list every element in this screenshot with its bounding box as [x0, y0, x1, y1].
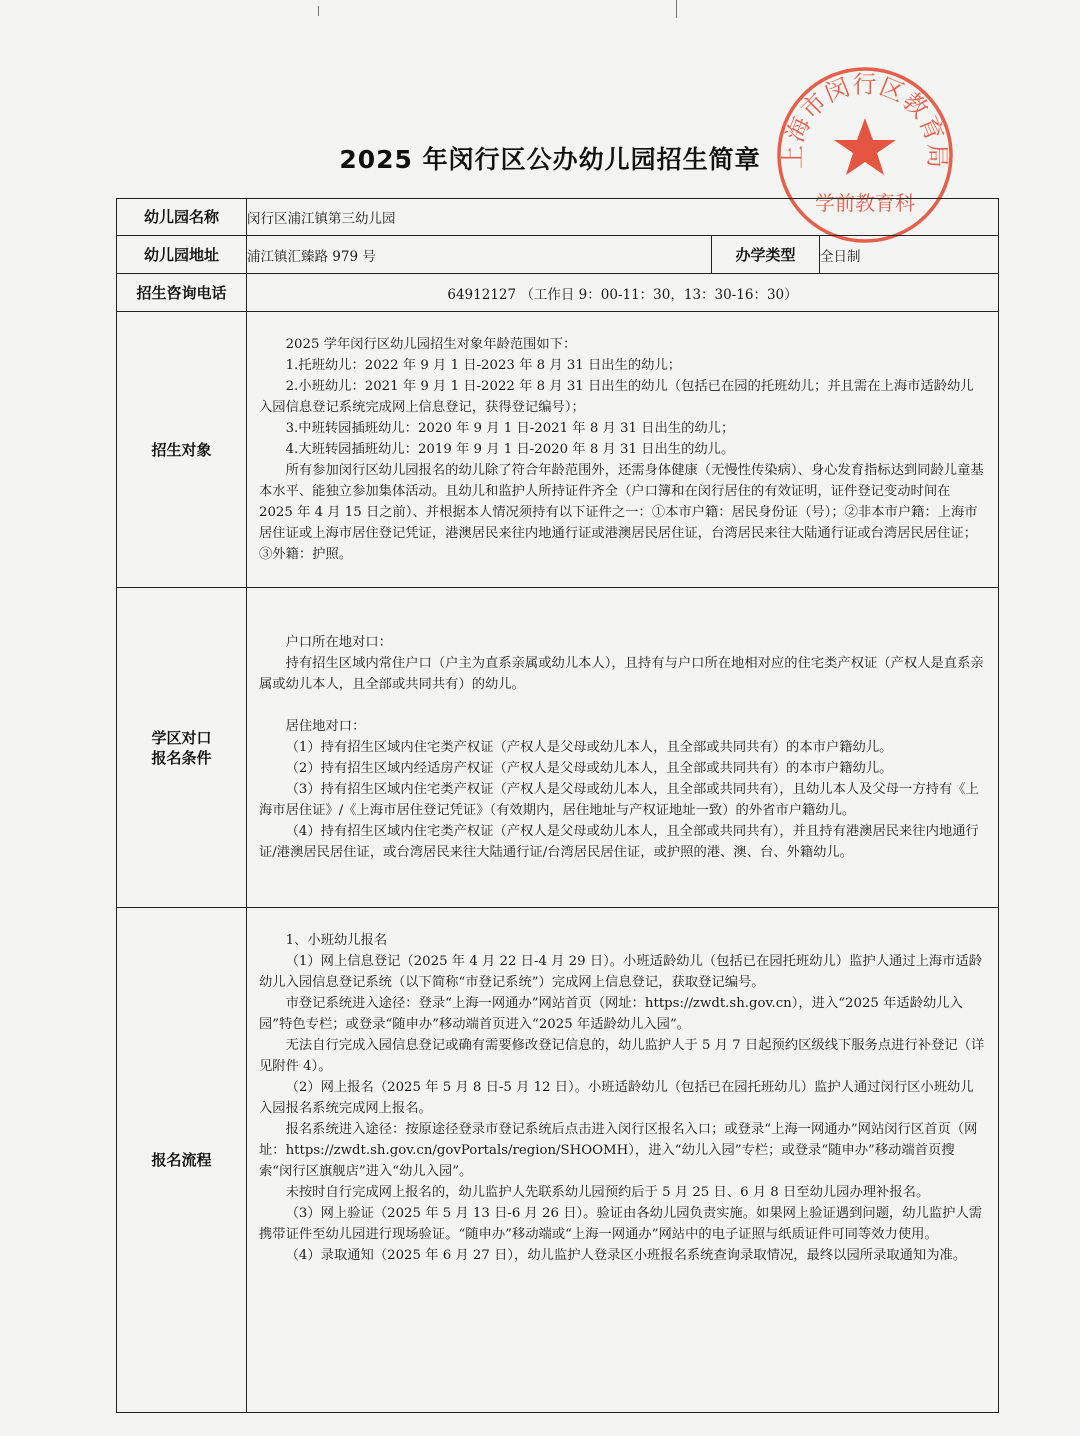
process-heading: 1、小班幼儿报名 [285, 933, 388, 948]
value-enrollment-target [247, 312, 999, 588]
value-kindergarten-address: 浦江镇汇臻路 979 号 [247, 236, 712, 274]
enrollment-table [116, 198, 999, 1413]
target-line: 2025 学年闵行区幼儿园招生对象年龄范围如下： [285, 337, 577, 352]
hukou-heading: 户口所在地对口： [285, 635, 392, 650]
process-line: 未按时自行完成网上报名的，幼儿监护人先联系幼儿园预约后于 5 月 25 日、6 月 8 日至幼儿园办理补报名。 [285, 1185, 930, 1200]
row-enrollment-target [117, 312, 999, 588]
process-line: （4）录取通知（2025 年 6 月 27 日），幼儿监护人登录区小班报名系统查询录取情况，最终以园所录取通知为准。 [285, 1248, 967, 1263]
label-school-type: 办学类型 [712, 236, 820, 274]
scan-mark [318, 6, 319, 16]
label-district-conditions [117, 588, 247, 908]
label-registration-process: 报名流程 [117, 908, 247, 1413]
row-kindergarten-address [117, 236, 999, 274]
target-line: 2.小班幼儿：2021 年 9 月 1 日-2022 年 8 月 31 日出生的幼儿（包括已在园的托班幼儿；并且需在上海市适龄幼儿入园信息登记系统完成网上信息登记，获得登记编号）； [259, 379, 974, 415]
process-line: 报名系统进入途径：按原途径登录市登记系统后点击进入闵行区报名入口；或登录“上海一网通办”网站闵行区首页（网址：https://zwdt.sh.gov.cn/govPortals/region/SHOOMH），进入“幼儿入园”专栏；或登录“随申办”移动端首页搜索“闵行区旗舰店”进入“幼儿入园”。 [259, 1122, 978, 1179]
process-line: （2）网上报名（2025 年 5 月 8 日-5 月 12 日）。小班适龄幼儿（包括已在园托班幼儿）监护人通过闵行区小班幼儿入园报名系统完成网上报名。 [259, 1080, 974, 1116]
residence-item: （1）持有招生区域内住宅类产权证（产权人是父母或幼儿本人，且全部或共同共有）的本市户籍幼儿。 [285, 740, 893, 755]
process-line: 市登记系统进入途径：登录“上海一网通办”网站首页（网址：https://zwdt.sh.gov.cn），进入“2025 年适龄幼儿入园”特色专栏；或登录“随申办”移动端首页进入“2025 年适龄幼儿入园”。 [259, 996, 963, 1032]
row-kindergarten-name [117, 199, 999, 236]
label-enrollment-target: 招生对象 [117, 312, 247, 588]
residence-item: （3）持有招生区域内住宅类产权证（产权人是父母或幼儿本人，且全部或共同共有），且幼儿本人及父母一方持有《上海市居住证》/《上海市居住登记凭证》（有效期内，居住地址与产权证地址一致）的外省市户籍幼儿。 [259, 782, 979, 818]
value-registration-process [247, 908, 999, 1413]
hukou-text: 持有招生区域内常住户口（户主为直系亲属或幼儿本人），且持有与户口所在地相对应的住宅类产权证（产权人是直系亲属或幼儿本人，且全部或共同共有）的幼儿。 [259, 656, 984, 692]
residence-item: （4）持有招生区域内住宅类产权证（产权人是父母或幼儿本人，且全部或共同共有），并且持有港澳居民来往内地通行证/港澳居民居住证，或台湾居民来往大陆通行证/台湾居民居住证，或护照的港、澳、台、外籍幼儿。 [259, 824, 979, 860]
target-line: 3.中班转园插班幼儿：2020 年 9 月 1 日-2021 年 8 月 31 日出生的幼儿； [285, 421, 735, 436]
label-kindergarten-address: 幼儿园地址 [117, 236, 247, 274]
label-kindergarten-name: 幼儿园名称 [117, 199, 247, 236]
document-title: 2025 年闵行区公办幼儿园招生简章 [339, 145, 761, 174]
process-line: （3）网上验证（2025 年 5 月 13 日-6 月 26 日）。验证由各幼儿园负责实施。如果网上验证遇到问题，幼儿监护人需携带证件至幼儿园进行现场验证。“随申办”移动端或“上海一网通办”网站中的电子证照与纸质证件可同等效力使用。 [259, 1206, 983, 1242]
row-district-conditions [117, 588, 999, 908]
residence-item: （2）持有招生区域内经适房产权证（产权人是父母或幼儿本人，且全部或共同共有）的本市户籍幼儿。 [285, 761, 893, 776]
value-phone: 64912127 （工作日 9：00-11：30，13：30-16：30） [247, 274, 999, 312]
process-line: 无法自行完成入园信息登记或确有需要修改登记信息的，幼儿监护人于 5 月 7 日起预约区级线下服务点进行补登记（详见附件 4）。 [259, 1038, 985, 1074]
target-line: 所有参加闵行区幼儿园报名的幼儿除了符合年龄范围外，还需身体健康（无慢性传染病）、身心发育指标达到同龄儿童基本水平、能独立参加集体活动。且幼儿和监护人所持证件齐全（户口簿和在闵行居住的有效证明，证件登记变动时间在 2025 年 4 月 15 日之前）、并根据本人情况须持有以下证件之一：①本市户籍：居民身份证（号）；②非本市户籍：上海市居住证或上海市居住登记凭证，港澳居民来往内地通行证或港澳居民居住证，台湾居民来往大陆通行证或台湾居民居住证；③外籍：护照。 [259, 463, 984, 562]
value-school-type: 全日制 [820, 236, 999, 274]
target-line: 4.大班转园插班幼儿：2019 年 9 月 1 日-2020 年 8 月 31 日出生的幼儿。 [285, 442, 735, 457]
seal-star-icon [834, 118, 896, 175]
target-line: 1.托班幼儿：2022 年 9 月 1 日-2023 年 8 月 31 日出生的幼儿； [285, 358, 682, 373]
value-district-conditions [247, 588, 999, 908]
label-district-line2: 报名条件 [151, 748, 212, 767]
label-district-line1: 学区对口 [151, 728, 212, 747]
label-phone: 招生咨询电话 [117, 274, 247, 312]
seal-ring-text: 上海市闵行区教育局 [778, 70, 952, 169]
scan-mark [676, 0, 677, 18]
residence-heading: 居住地对口： [285, 719, 366, 734]
value-kindergarten-name: 闵行区浦江镇第三幼儿园 [247, 199, 999, 236]
row-phone [117, 274, 999, 312]
row-registration-process [117, 908, 999, 1413]
seal-bottom-text: 学前教育科 [815, 191, 915, 215]
process-line: （1）网上信息登记（2025 年 4 月 22 日-4 月 29 日）。小班适龄幼儿（包括已在园托班幼儿）监护人通过上海市适龄幼儿入园信息登记系统（以下简称“市登记系统”）完成网上信息登记，获取登记编号。 [259, 954, 983, 990]
